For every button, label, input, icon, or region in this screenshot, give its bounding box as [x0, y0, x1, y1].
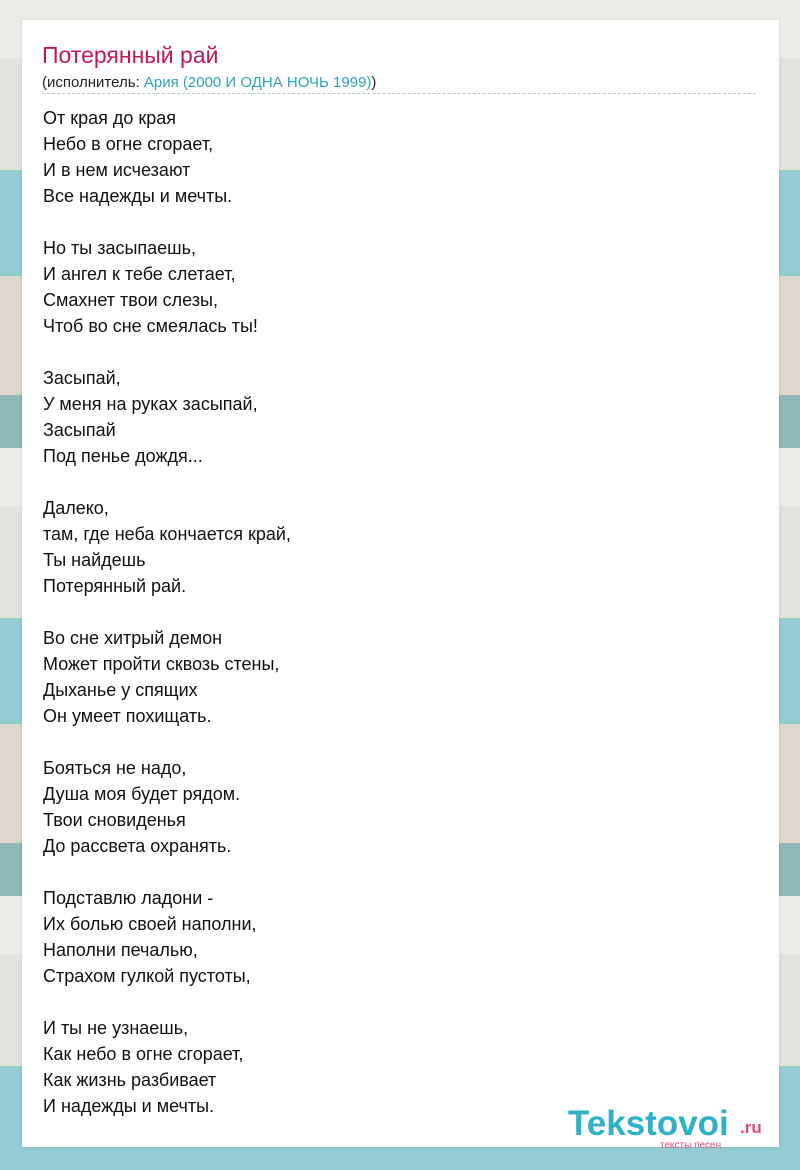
- logo-tagline: тексты песен: [660, 1140, 722, 1151]
- song-title: Потерянный рай: [42, 42, 219, 68]
- stanza: [43, 885, 743, 989]
- lyric-line: Чтоб во сне смеялась ты!: [43, 316, 258, 336]
- lyric-line: Как небо в огне сгорает,: [43, 1044, 244, 1064]
- stanza: [43, 365, 743, 469]
- lyric-line: Небо в огне сгорает,: [43, 134, 214, 154]
- lyric-line: Под пенье дождя...: [43, 446, 203, 466]
- lyric-line: Страхом гулкой пустоты,: [43, 966, 251, 986]
- stanza: [43, 105, 743, 209]
- lyric-line: Смахнет твои слезы,: [43, 290, 218, 310]
- lyric-line: Дыханье у спящих: [43, 680, 198, 700]
- artist-suffix: ): [371, 74, 377, 91]
- lyric-line: Может пройти сквозь стены,: [43, 654, 280, 674]
- stanza: [43, 495, 743, 599]
- lyric-line: До рассвета охранять.: [43, 836, 232, 856]
- stanza: [43, 625, 743, 729]
- lyric-line: Во сне хитрый демон: [43, 628, 223, 648]
- lyric-line: Подставлю ладони -: [43, 888, 214, 908]
- lyric-line: Бояться не надо,: [43, 758, 187, 778]
- lyric-line: Далеко,: [43, 498, 109, 518]
- site-logo[interactable]: [568, 1104, 778, 1150]
- lyric-line: там, где неба кончается край,: [43, 524, 291, 544]
- lyric-line: Он умеет похищать.: [43, 706, 212, 726]
- artist-line: [42, 74, 376, 91]
- lyric-line: Засыпай,: [43, 368, 121, 388]
- logo-domain: .ru: [740, 1118, 762, 1137]
- lyric-line: Наполни печалью,: [43, 940, 198, 960]
- lyric-line: И ангел к тебе слетает,: [43, 264, 236, 284]
- lyric-line: Потерянный рай.: [43, 576, 187, 596]
- lyrics-card: [22, 20, 779, 1147]
- lyrics-text: [43, 105, 743, 1145]
- title-divider: [42, 93, 756, 94]
- lyric-line: И надежды и мечты.: [43, 1096, 215, 1116]
- lyric-line: Душа моя будет рядом.: [43, 784, 241, 804]
- lyric-line: Все надежды и мечты.: [43, 186, 233, 206]
- artist-link[interactable]: Ария (2000 И ОДНА НОЧЬ 1999): [143, 74, 372, 91]
- lyric-line: Но ты засыпаешь,: [43, 238, 196, 258]
- artist-prefix: (исполнитель:: [42, 74, 144, 91]
- lyric-line: И в нем исчезают: [43, 160, 191, 180]
- lyric-line: Засыпай: [43, 420, 116, 440]
- lyric-line: Как жизнь разбивает: [43, 1070, 217, 1090]
- lyric-line: У меня на руках засыпай,: [43, 394, 258, 414]
- lyric-line: От края до края: [43, 108, 177, 128]
- lyric-line: Их болью своей наполни,: [43, 914, 257, 934]
- lyric-line: Ты найдешь: [43, 550, 146, 570]
- logo-text: Tekstovoi: [568, 1104, 729, 1143]
- stanza: [43, 755, 743, 859]
- lyric-line: Твои сновиденья: [43, 810, 186, 830]
- lyric-line: И ты не узнаешь,: [43, 1018, 189, 1038]
- stanza: [43, 235, 743, 339]
